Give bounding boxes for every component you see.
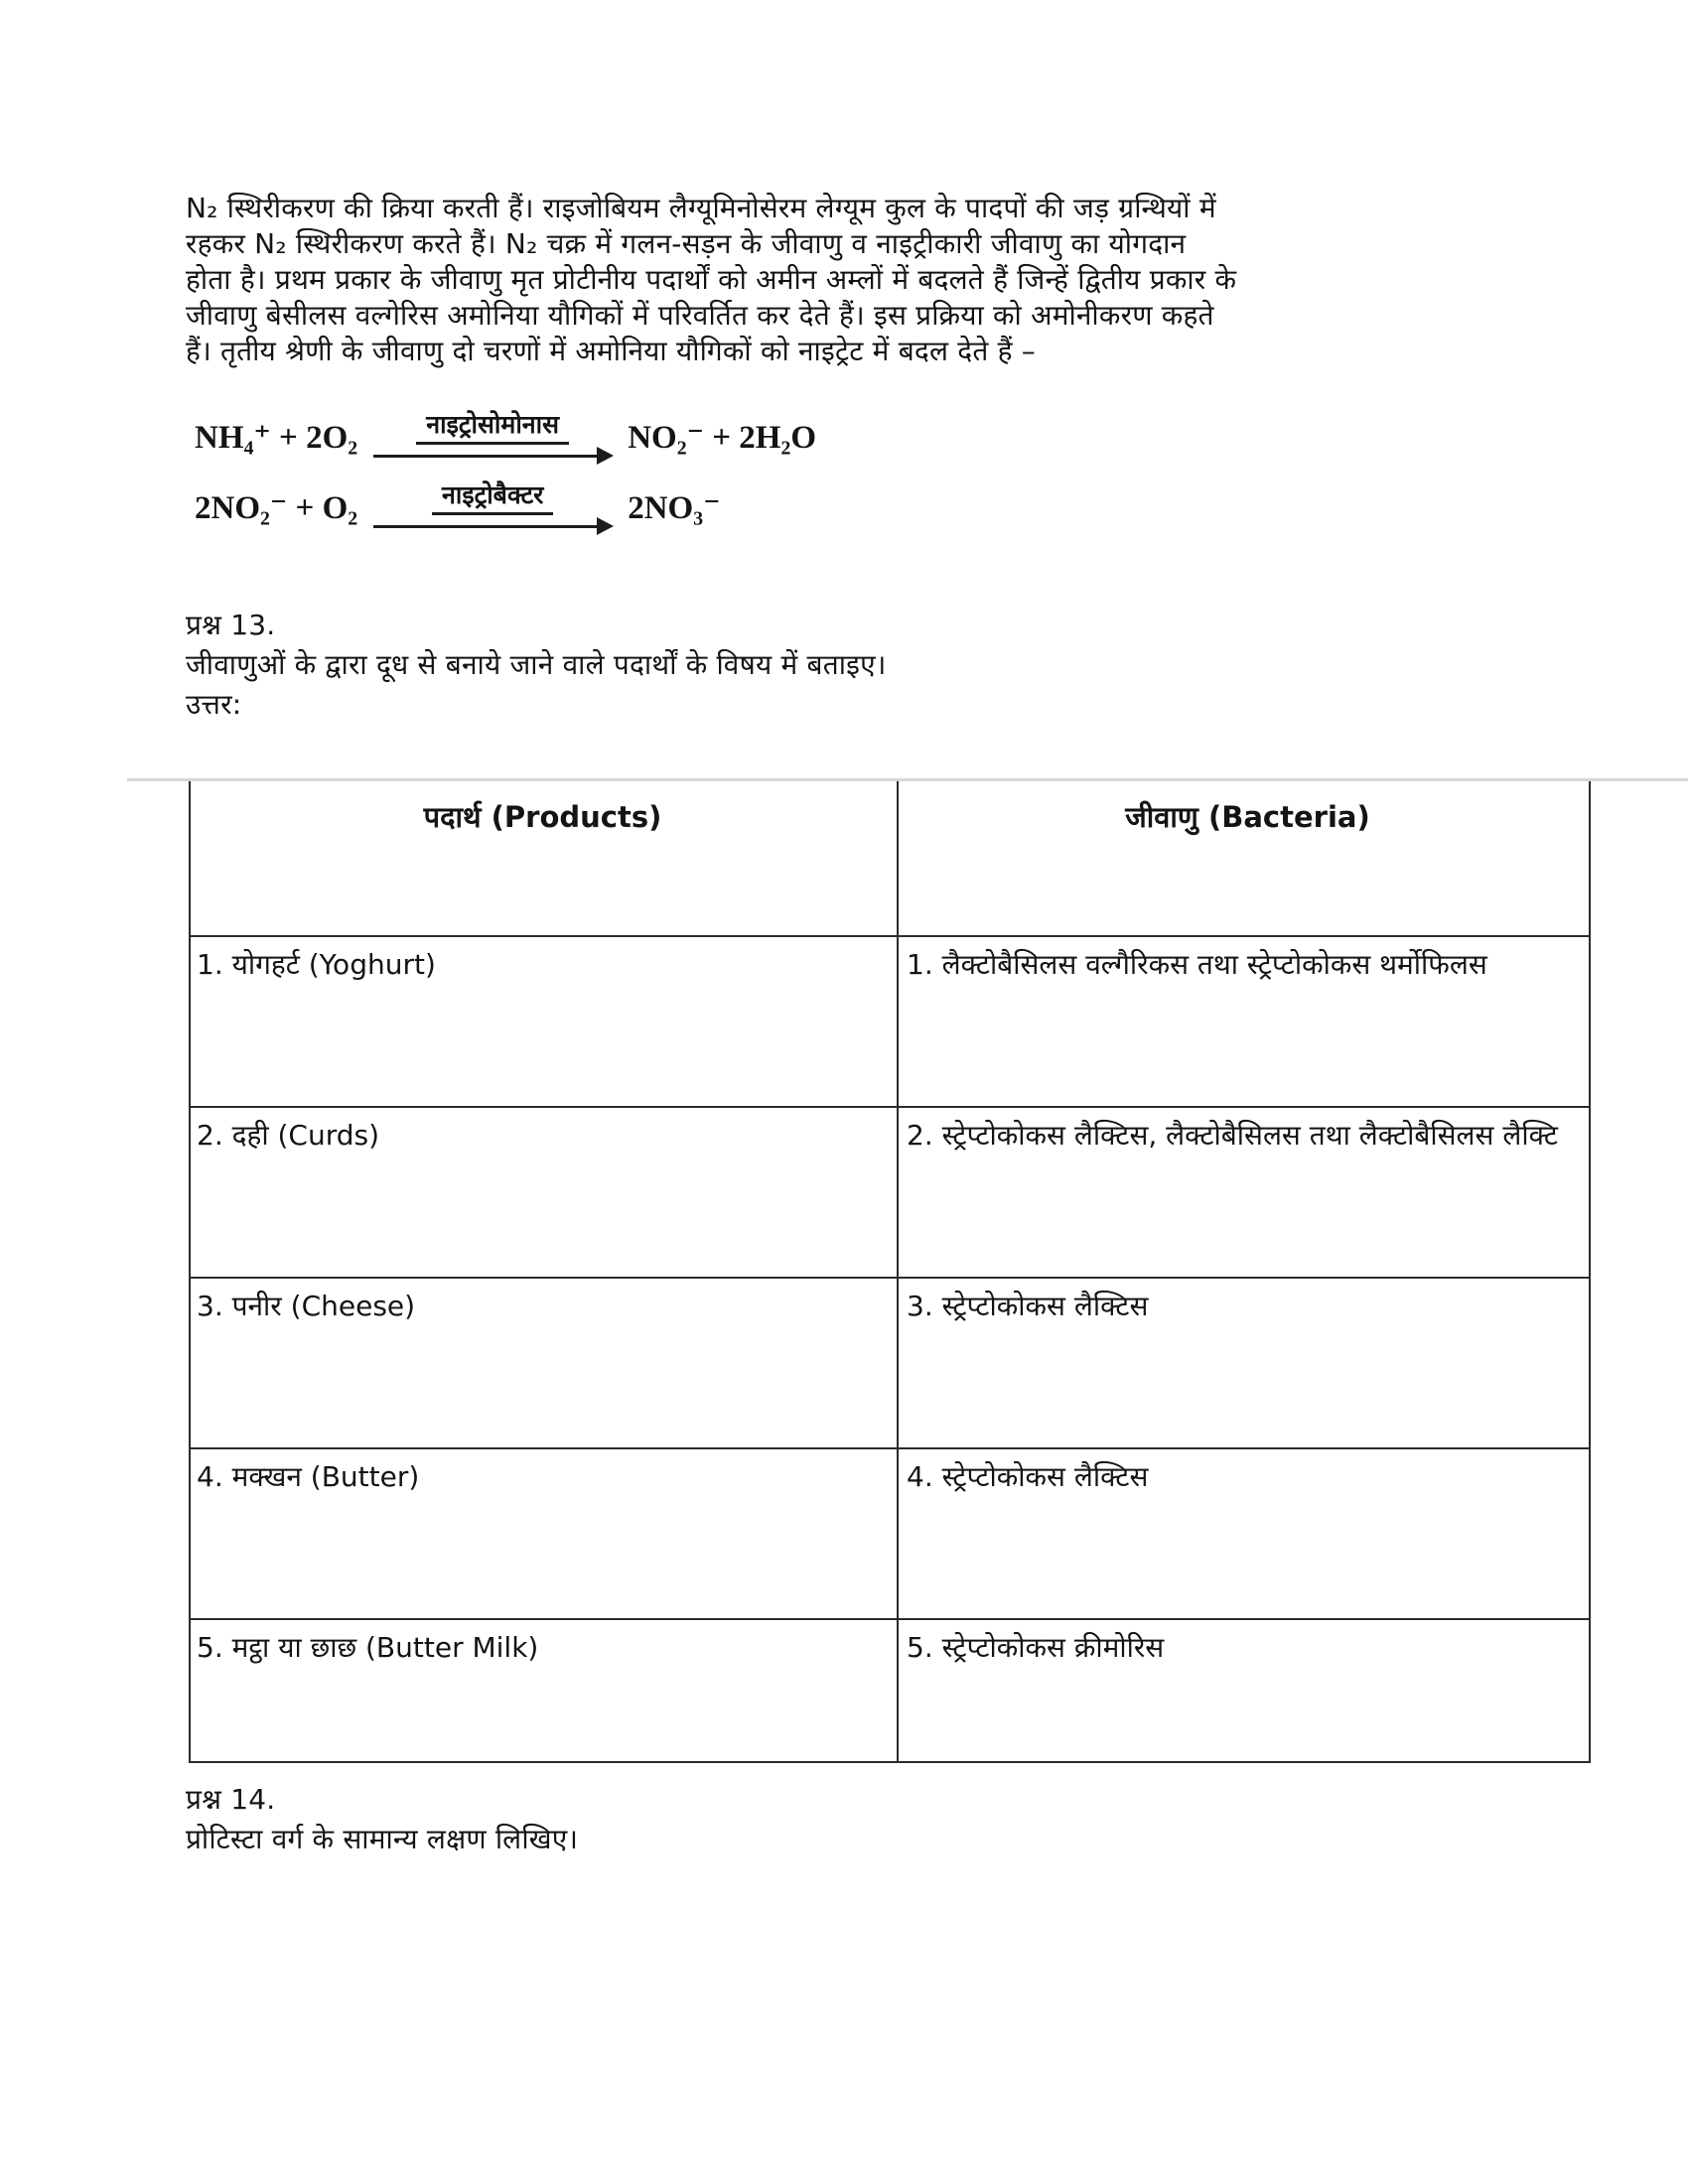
reaction-arrow [373,411,612,464]
table-row [191,1447,1589,1618]
paragraph-line: N₂ स्थिरीकरण की क्रिया करती हैं। राइजोबियम लैग्यूमिनोसेरम लेग्यूम कुल के पादपों की जड़ ग्रन्थियों में [186,192,1216,224]
question-number: प्रश्न 14. [186,1783,276,1816]
arrow-line-icon [373,450,612,464]
intro-paragraph [186,191,1236,369]
product-cell: 1. योगहर्ट (Yoghurt) [191,937,899,1106]
answer-label: उत्तर: [186,688,242,721]
product-cell: 4. मक्खन (Butter) [191,1449,899,1618]
product-cell: 5. मट्ठा या छाछ (Butter Milk) [191,1620,899,1761]
equation-rhs: 2NO₃⁻ [628,490,721,527]
table-row [191,1618,1589,1761]
reaction-equations [195,411,816,552]
table-header-products: पदार्थ (Products) [191,781,899,935]
question-number: प्रश्न 13. [186,609,276,641]
table-header-row [191,781,1589,935]
paragraph-line: रहकर N₂ स्थिरीकरण करते हैं। N₂ चक्र में गलन-सड़न के जीवाणु व नाइट्रीकारी जीवाणु का योगदान [186,227,1187,260]
question-14-block [186,1780,578,1859]
question-13-block [186,606,887,725]
table-row [191,1106,1589,1277]
bacteria-cell: 3. स्ट्रेप्टोकोकस लैक्टिस [907,1290,1149,1322]
table-header-bacteria: जीवाणु (Bacteria) [1125,800,1370,834]
product-cell: 2. दही (Curds) [191,1108,899,1277]
products-bacteria-table [189,781,1591,1763]
paragraph-line: हैं। तृतीय श्रेणी के जीवाणु दो चरणों में अमोनिया यौगिकों को नाइट्रेट में बदल देते हैं – [186,335,1036,367]
paragraph-line: जीवाणु बेसीलस वल्गेरिस अमोनिया यौगिकों में परिवर्तित कर देते हैं। इस प्रक्रिया को अमोनीकरण कहते [186,299,1214,332]
question-text: प्रोटिस्टा वर्ग के सामान्य लक्षण लिखिए। [186,1823,579,1855]
equation-nitrosomonas [195,411,816,464]
equation-nitrobacter [195,481,816,534]
bacteria-cell: 4. स्ट्रेप्टोकोकस लैक्टिस [907,1460,1149,1493]
equation-rhs: NO₂⁻ + 2H₂O [628,420,817,457]
arrow-line-icon [373,520,612,534]
bacteria-cell: 1. लैक्टोबैसिलस वल्गैरिकस तथा स्ट्रेप्टोकोकस थर्मोफिलस [907,948,1487,981]
paragraph-line: होता है। प्रथम प्रकार के जीवाणु मृत प्रोटीनीय पदार्थों को अमीन अम्लों में बदलते हैं जिन्हें द्वितीय प्रकार के [186,263,1237,296]
table-row [191,935,1589,1106]
table-row [191,1277,1589,1447]
catalyst-label: नाइट्रोबैक्टर [432,481,553,515]
reaction-arrow [373,481,612,534]
bacteria-cell: 2. स्ट्रेप्टोकोकस लैक्टिस, लैक्टोबैसिलस तथा लैक्टोबैसिलस लैक्टि [907,1119,1558,1152]
equation-lhs: 2NO₂⁻ + O₂ [195,490,358,527]
catalyst-label: नाइट्रोसोमोनास [416,411,569,445]
equation-lhs: NH₄⁺ + 2O₂ [195,420,358,457]
question-text: जीवाणुओं के द्वारा दूध से बनाये जाने वाले पदार्थों के विषय में बताइए। [186,648,887,681]
bacteria-cell: 5. स्ट्रेप्टोकोकस क्रीमोरिस [907,1631,1165,1664]
product-cell: 3. पनीर (Cheese) [191,1279,899,1447]
